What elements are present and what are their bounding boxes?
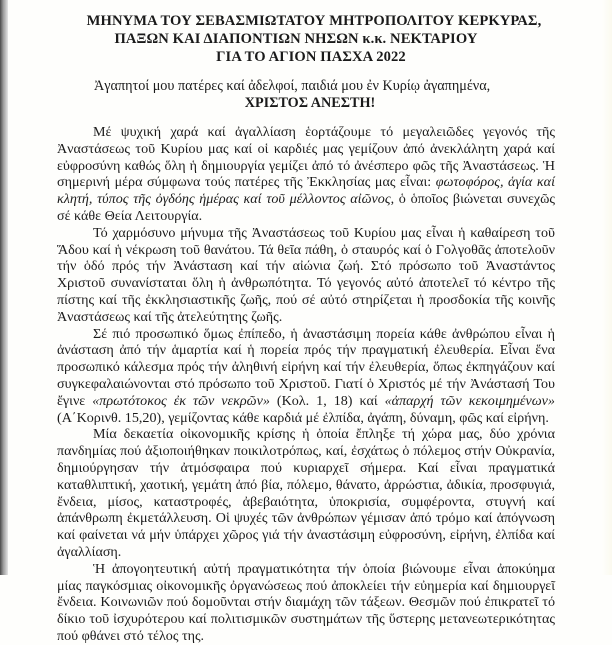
paragraph-4: Μία δεκαετία οἰκονομικῆς κρίσης ἡ ὁποία ἔπληξε τή χώρα μας, δύο χρόνια πανδημίας πού ἀξιοποιήθηκαν ποικιλοτρόπως, καί, ἐσχάτως ὁ πόλεμος στήν Οὐκρανία, δημιούργησαν τήν ἀτμόσφαιρα πού κυριαρχεῖ σήμερα. Καί εἶναι πραγματικά καταθλιπτική, χαοτική, γεμάτη ἀπό βία, πόλεμο, θάνατο, ἀρρώστια, ἀδικία, προσφυγιά, ἔνδεια, μίσος, καταστροφές, ἀβεβαιότητα, ὑποκρισία, συμφέροντα, στυγνή καί ἀπάνθρωπη ἐκμετάλλευση. Οἱ ψυχές τῶν ἀνθρώπων γέμισαν ἀπό τρόμο καί ἀπόγνωση καί φαίνεται νά μήν ὑπάρχει χῶρος γιά τήν ἀναστάσιμη εὐφροσύνη, εἰρήνη, ἐλπίδα καί ἀγαλλίαση. <box>57 426 555 560</box>
paragraph-3-italic-quote-2: «ἀπαρχή τῶν κεκοιμημένων» <box>384 392 555 409</box>
scan-right-edge <box>602 0 612 575</box>
paragraph-1-text-a: Μέ ψυχική χαρά καί ἀγαλλίαση ἑορτάζουμε τό μεγαλειῶδες γεγονός τῆς Ἀναστάσεως τοῦ Κυρίου μας καί οἱ καρδιές μας γεμίζουν ἀπό ἀνεκλάλητη χαρά καί εὐφροσύνη καθώς ὅλη ἡ δημιουργία γεμίζει ἀπό τό ἀνέσπερο φῶς τῆς Ἀναστάσεως. Ἡ σημερινή μέρα σύμφωνα τούς πατέρες τῆς Ἐκκλησίας μας εἶναι: <box>57 124 555 191</box>
paragraph-3-text-a: Σέ πιό προσωπικό ὅμως ἐπίπεδο, ἡ ἀναστάσιμη πορεία κάθε ἀνθρώπου εἶναι ἡ ἀνάσταση ἀπό τήν ἁμαρτία καί ἡ πορεία πρός τήν πραγματική ἐλευθερία. Εἶναι ἕνα προσωπικό κάλεσμα πρός τήν ἀληθινή εἰρήνη καί τήν ἐλευθερία, ὅπως ἐκπηγάζουν καί συγκεφαλαιώνονται στό πρόσωπο τοῦ Χριστοῦ. Γιατί ὁ Χριστός μέ τήν Ἀνάστασή Του ἔγινε <box>57 325 555 409</box>
paragraph-3 <box>57 326 555 427</box>
title-line-3: ΓΙΑ ΤΟ ΑΓΙΟΝ ΠΑΣΧΑ 2022 <box>216 49 406 65</box>
paschal-greeting: ΧΡΙΣΤΟΣ ΑΝΕΣΤΗ! <box>244 95 376 111</box>
paragraph-1-text-b: , ὁ ὁποῖος βιώνεται συνεχῶς σέ κάθε Θεία Λειτουργία. <box>57 191 555 224</box>
paragraph-3-text-b: (Κολ. 1, 18) καί <box>269 392 385 409</box>
salutation: Ἀγαπητοί μου πατέρες καί ἀδελφοί, παιδιά μου ἐν Κυρίῳ ἀγαπημένα, <box>94 78 491 94</box>
paragraph-3-italic-quote-1: «πρωτότοκος ἐκ τῶν νεκρῶν» <box>92 392 270 409</box>
scan-left-edge <box>0 0 8 575</box>
paragraph-5: Ἡ ἀπογοητευτική αὐτή πραγματικότητα τήν ὁποία βιώνουμε εἶναι ἀποκύημα μίας παγκόσμιας οἰκονομικῆς ὀργανώσεως πού ἀποκλείει τήν εὐημερία καί δημιουργεῖ ἔνδεια. Κοινωνιῶν πού δομοῦνται στήν διαμάχη τῶν τάξεων. Θεσμῶν πού ἐπικρατεῖ τό δίκιο τοῦ ἰσχυρότερου καί πολιτισμικῶν συστημάτων τῆς ὕστερης μετανεωτερικότητας πού φθάνει στό τέλος της. <box>57 560 555 644</box>
document-title <box>0 12 612 66</box>
message-body <box>57 124 555 645</box>
paragraph-3-text-c: (Α΄Κορινθ. 15,20), γεμίζοντας κάθε καρδιά μέ ἐλπίδα, ἀγάπη, δύναμη, φῶς καί εἰρήνη. <box>57 409 549 426</box>
title-line-1: ΜΗΝΥΜΑ ΤΟΥ ΣΕΒΑΣΜΙΩΤΑΤΟΥ ΜΗΤΡΟΠΟΛΙΤΟΥ ΚΕΡΚΥΡΑΣ, <box>86 13 542 29</box>
title-line-2: ΠΑΞΩΝ ΚΑΙ ΔΙΑΠΟΝΤΙΩΝ ΝΗΣΩΝ κ.κ. ΝΕΚΤΑΡΙΟΥ <box>114 31 478 47</box>
paragraph-2: Τό χαρμόσυνο μήνυμα τῆς Ἀναστάσεως τοῦ Κυρίου μας εἶναι ἡ καθαίρεση τοῦ Ἅδου καί ἡ νέκρωση τοῦ θανάτου. Τά θεῖα πάθη, ὁ σταυρός καί ὁ Γολγοθᾶς ἀποτελοῦν τήν ὁδό πρός τήν Ἀνάσταση καί τήν αἰώνια ζωή. Στό πρόσωπο τοῦ Ἀναστάντος Χριστοῦ συνανίσταται ὅλη ἡ ἀνθρωπότητα. Τό γεγονός αὐτό ἀποτελεῖ τό κέντρο τῆς πίστης καί τῆς ἐκκλησιαστικῆς ζωῆς, πού σέ αὐτό στηρίζεται ἡ προσδοκία τῆς κοινῆς Ἀναστάσεως καί τῆς ἀτελεύτητης ζωῆς. <box>57 224 555 325</box>
paragraph-1-italic-quote: φωτοφόρος, ἁγία καί κλητή, τύπος τῆς ὀγδόης ἡμέρας καί τοῦ μέλλοντος αἰῶνος <box>57 174 555 208</box>
paragraph-1 <box>57 124 555 225</box>
